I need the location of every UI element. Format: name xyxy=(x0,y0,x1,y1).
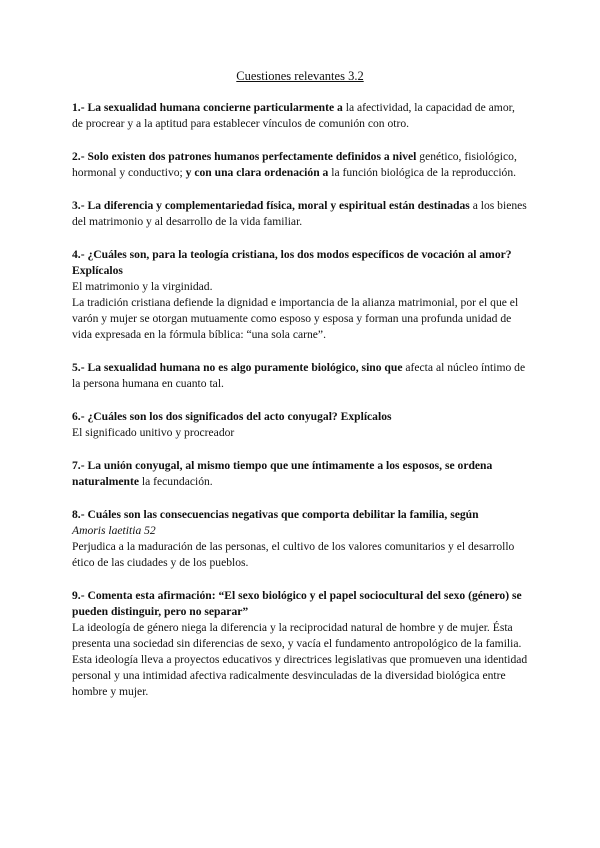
question-6-answer: El significado unitivo y procreador xyxy=(72,426,235,439)
question-3-bold: 3.- La diferencia y complementariedad física, moral y espiritual están destinadas xyxy=(72,199,470,212)
question-8 xyxy=(72,507,528,571)
question-7-bold: 7.- La unión conyugal, al mismo tiempo que une íntimamente a los esposos, se ordena naturalmente xyxy=(72,459,493,488)
page-title: Cuestiones relevantes 3.2 xyxy=(236,69,364,83)
question-4-bold: 4.- ¿Cuáles son, para la teología cristiana, los dos modos específicos de vocación al amor? Explícalos xyxy=(72,248,512,277)
question-3-text xyxy=(72,198,528,230)
question-2-text xyxy=(72,149,528,181)
question-8-italic: Amoris laetitia 52 xyxy=(72,524,156,537)
question-7 xyxy=(72,458,528,490)
question-9-heading xyxy=(72,588,528,620)
question-5-rest: afecta al núcleo íntimo de la persona humana en cuanto tal. xyxy=(72,361,526,390)
document-page xyxy=(72,69,528,717)
question-1-rest: la afectividad, la capacidad de amor, de procrear y a la aptitud para establecer vínculos de comunión con otro. xyxy=(72,101,515,130)
question-5-text xyxy=(72,360,528,392)
question-3-rest: a los bienes del matrimonio y al desarrollo de la vida familiar. xyxy=(72,199,527,228)
question-5 xyxy=(72,360,528,392)
question-8-bold: 8.- Cuáles son las consecuencias negativas que comporta debilitar la familia, según xyxy=(72,508,479,521)
question-2 xyxy=(72,149,528,181)
question-6-bold: 6.- ¿Cuáles son los dos significados del acto conyugal? Explícalos xyxy=(72,410,392,423)
question-1-text xyxy=(72,100,528,132)
question-4 xyxy=(72,247,528,343)
question-5-bold: 5.- La sexualidad humana no es algo puramente biológico, sino que xyxy=(72,361,403,374)
question-2-rest-2: la función biológica de la reproducción. xyxy=(328,166,517,179)
question-7-text xyxy=(72,458,528,490)
question-4-answer-2: La tradición cristiana defiende la dignidad e importancia de la alianza matrimonial, por el que el varón y mujer se otorgan mutuamente como esposo y esposa y forman una profunda unidad de vida expresada en la fórmula bíblica: “una sola carne”. xyxy=(72,296,519,341)
question-1-bold: 1.- La sexualidad humana concierne particularmente a xyxy=(72,101,343,114)
question-6 xyxy=(72,409,528,441)
question-2-bold-1: 2.- Solo existen dos patrones humanos perfectamente definidos a nivel xyxy=(72,150,417,163)
question-9-answer: La ideología de género niega la diferencia y la reciprocidad natural de hombre y de mujer. Ésta presenta una sociedad sin diferencias de sexo, y vacía el fundamento antropológico de la familia. Esta ideología lleva a proyectos educativos y directrices legislativas que promueven una identidad personal y una intimidad afectiva radicalmente desvinculadas de la diversidad biológica entre hombre y mujer. xyxy=(72,621,528,698)
question-7-rest: la fecundación. xyxy=(138,475,213,488)
question-8-answer: Perjudica a la maduración de las personas, el cultivo de los valores comunitarios y el desarrollo ético de las ciudades y de los pueblos. xyxy=(72,540,515,569)
question-1 xyxy=(72,100,528,132)
question-8-heading xyxy=(72,507,528,523)
question-2-rest-1: genético, fisiológico, hormonal y conductivo; xyxy=(72,150,517,179)
question-2-bold-2: y con una clara ordenación a xyxy=(182,166,329,179)
question-6-heading xyxy=(72,409,528,425)
question-4-answer-1: El matrimonio y la virginidad. xyxy=(72,280,213,293)
question-8-source xyxy=(72,523,528,539)
question-9 xyxy=(72,588,528,700)
question-3 xyxy=(72,198,528,230)
question-9-bold: 9.- Comenta esta afirmación: “El sexo biológico y el papel sociocultural del sexo (género) se pueden distinguir, pero no separar” xyxy=(72,589,522,618)
question-4-heading xyxy=(72,247,528,279)
